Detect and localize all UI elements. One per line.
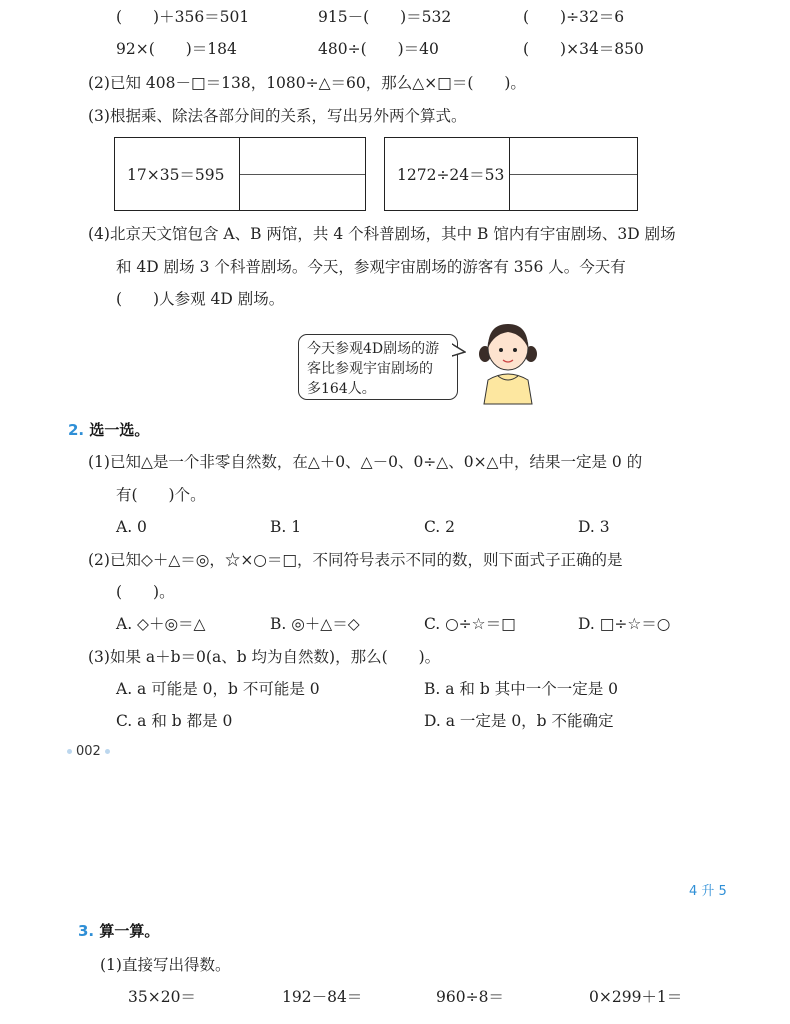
calc-3: 960÷8＝ (436, 988, 504, 1006)
answer-box-1 (114, 137, 366, 211)
question-2-2-line-2: ( )。 (116, 583, 175, 601)
question-2-1-option-c: C. 2 (424, 518, 456, 536)
question-3-1: (1)直接写出得数。 (100, 956, 231, 974)
calc-4: 0×299＋1＝ (589, 988, 683, 1006)
calc-2: 192－84＝ (282, 988, 363, 1006)
section-3-number: 3. (78, 922, 95, 940)
question-2-2-option-a: A. ◇＋◎＝△ (116, 615, 206, 633)
question-2-1-option-d: D. 3 (578, 518, 610, 536)
fill-blank-5: 480÷( )＝40 (318, 40, 439, 58)
answer-box-2-divider (510, 174, 637, 175)
section-3-heading (78, 921, 159, 941)
question-2-1-line-1: (1)已知△是一个非零自然数，在△＋0、△－0、0÷△、0×△中，结果一定是 0 的 (88, 453, 643, 471)
question-2-2-option-b: B. ◎＋△＝◇ (270, 615, 360, 633)
speech-bubble-line-1: 今天参观4D剧场的游 (307, 341, 440, 357)
fill-blank-3: ( )÷32＝6 (523, 8, 625, 26)
calc-1: 35×20＝ (128, 988, 196, 1006)
question-2-3-option-a: A. a 可能是 0，b 不可能是 0 (116, 680, 320, 698)
fill-blank-4: 92×( )＝184 (116, 40, 237, 58)
question-2-2-line-1: (2)已知◇＋△＝◎，☆×○＝□，不同符号表示不同的数，则下面式子正确的是 (88, 551, 623, 569)
section-2-number: 2. (68, 421, 85, 439)
girl-illustration-icon (478, 318, 538, 408)
section-2-heading (68, 420, 149, 440)
answer-box-1-given: 17×35＝595 (115, 138, 240, 210)
speech-bubble-line-3: 多164人。 (307, 381, 376, 397)
question-2-1-line-2: 有( )个。 (116, 486, 206, 504)
page-number: 002 (76, 744, 101, 759)
question-2-2-option-d: D. □÷☆＝○ (578, 615, 671, 633)
answer-box-2-given: 1272÷24＝53 (385, 138, 510, 210)
page-number-dot-right (105, 749, 110, 754)
speech-bubble-line-2: 客比参观宇宙剧场的 (307, 361, 433, 377)
page-number-dot-left (67, 749, 72, 754)
question-1-4-line-3: ( )人参观 4D 剧场。 (116, 290, 285, 308)
fill-blank-6: ( )×34＝850 (523, 40, 644, 58)
question-1-4-line-1: (4)北京天文馆包含 A、B 两馆，共 4 个科普剧场，其中 B 馆内有宇宙剧场、3D 剧场 (88, 225, 676, 243)
grade-label: 4 升 5 (689, 884, 727, 899)
fill-blank-2: 915－( )＝532 (318, 8, 452, 26)
question-1-4-line-2: 和 4D 剧场 3 个科普剧场。今天，参观宇宙剧场的游客有 356 人。今天有 (116, 258, 626, 276)
question-2-2-option-c: C. ○÷☆＝□ (424, 615, 516, 633)
speech-bubble-tail (452, 340, 466, 360)
question-2-3-option-c: C. a 和 b 都是 0 (116, 712, 233, 730)
speech-bubble (298, 334, 458, 400)
section-2-title: 选一选。 (89, 421, 150, 439)
section-3-title: 算一算。 (99, 922, 160, 940)
answer-box-1-divider (240, 174, 365, 175)
question-2-3-option-d: D. a 一定是 0，b 不能确定 (424, 712, 614, 730)
question-2-1-option-a: A. 0 (116, 518, 147, 536)
fill-blank-1: ( )＋356＝501 (116, 8, 250, 26)
question-1-3: (3)根据乘、除法各部分间的关系，写出另外两个算式。 (88, 107, 467, 125)
question-1-2: (2)已知 408－□＝138，1080÷△＝60，那么△×□＝( )。 (88, 74, 526, 92)
question-2-1-option-b: B. 1 (270, 518, 302, 536)
question-2-3-option-b: B. a 和 b 其中一个一定是 0 (424, 680, 618, 698)
question-2-3: (3)如果 a＋b＝0(a、b 均为自然数)，那么( )。 (88, 648, 441, 666)
answer-box-2 (384, 137, 638, 211)
